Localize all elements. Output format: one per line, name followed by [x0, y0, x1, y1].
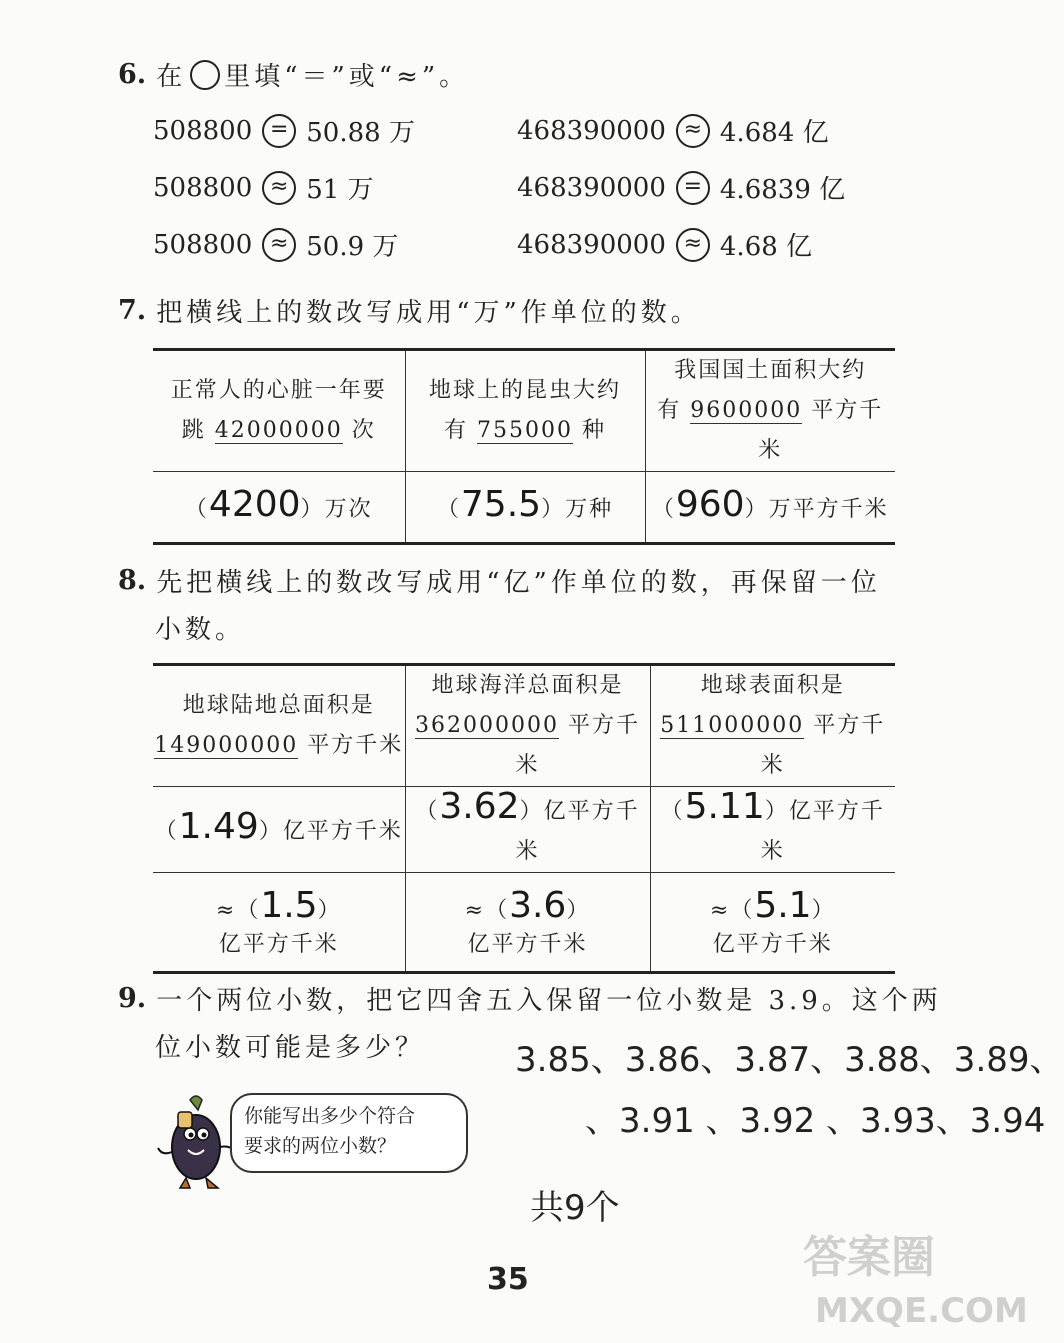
- q9-answer-line-1: 3.85、3.86、3.87、3.88、3.89、: [515, 1040, 1064, 1080]
- svg-text:MXQE.COM: MXQE.COM: [815, 1291, 1028, 1331]
- q7-table: [153, 348, 895, 545]
- q7-cell-territory: 我国国土面积大约 有 9600000 平方千米: [645, 350, 895, 472]
- eggplant-mascot-icon: [150, 1092, 240, 1192]
- q6-row-6: 468390000 ≈ 4.68 亿: [517, 229, 813, 262]
- q7-cell-heart: 正常人的心脏一年要 跳 42000000 次: [153, 350, 405, 472]
- answer-circle: =: [262, 114, 296, 148]
- q8-cell-land: 地球陆地总面积是 149000000 平方千米: [153, 665, 405, 787]
- q6-prompt: 6. 在 里填“＝”或“≈”。: [118, 59, 470, 92]
- q7-answer-2: （75.5）万种: [405, 472, 645, 544]
- q8-number: 8.: [118, 565, 147, 596]
- q9-number: 9.: [118, 983, 147, 1014]
- q7-prompt: 7. 把横线上的数改写成用“万”作单位的数。: [118, 295, 701, 328]
- q7-cell-insects: 地球上的昆虫大约 有 755000 种: [405, 350, 645, 472]
- q7-answer-1: （4200）万次: [153, 472, 405, 544]
- q7-answer-3: （960）万平方千米: [645, 472, 895, 544]
- q9-prompt: 9. 一个两位小数，把它四舍五入保留一位小数是 3.9。这个两 位小数可能是多少？: [118, 983, 942, 1063]
- q6-row-3: 508800 ≈ 51 万: [153, 172, 374, 205]
- q8-approx-2: ≈（3.6） 亿平方千米: [405, 873, 650, 973]
- q6-row-2: 468390000 ≈ 4.684 亿: [517, 115, 829, 148]
- q6-row-4: 468390000 = 4.6839 亿: [517, 172, 846, 205]
- q8-cell-ocean: 地球海洋总面积是 362000000 平方千米: [405, 665, 650, 787]
- q6-row-5: 508800 ≈ 50.9 万: [153, 229, 399, 262]
- answer-circle: =: [676, 171, 710, 205]
- q8-answer-3: （5.11）亿平方千米: [650, 787, 895, 873]
- q8-cell-surface: 地球表面积是 511000000 平方千米: [650, 665, 895, 787]
- q8-approx-3: ≈（5.1） 亿平方千米: [650, 873, 895, 973]
- q8-answer-1: （1.49）亿平方千米: [153, 787, 405, 873]
- q9-answer-line-2: 、3.91 、3.92 、3.93、3.94: [585, 1101, 1046, 1141]
- q6-number: 6.: [118, 59, 147, 90]
- answer-circle: ≈: [262, 228, 296, 262]
- q8-approx-1: ≈（1.5） 亿平方千米: [153, 873, 405, 973]
- q6-row-1: 508800 = 50.88 万: [153, 115, 415, 148]
- hint-speech-bubble: 你能写出多少个符合 要求的两位小数？: [230, 1093, 468, 1173]
- q9-answer-total: 共9个: [530, 1188, 620, 1228]
- q7-number: 7.: [118, 295, 147, 326]
- q8-table: [153, 663, 895, 974]
- answer-circle: ≈: [262, 171, 296, 205]
- answer-logo-icon: [795, 1222, 1028, 1332]
- empty-circle-icon: [190, 60, 220, 90]
- answer-circle: ≈: [676, 114, 710, 148]
- svg-text:答案圈: 答案圈: [803, 1232, 935, 1283]
- q8-prompt: 8. 先把横线上的数改写成用“亿”作单位的数，再保留一位 小数。: [118, 565, 881, 645]
- answer-circle: ≈: [676, 228, 710, 262]
- page-number: 35: [487, 1262, 529, 1297]
- q8-answer-2: （3.62）亿平方千米: [405, 787, 650, 873]
- watermark-logo: [795, 1222, 1028, 1332]
